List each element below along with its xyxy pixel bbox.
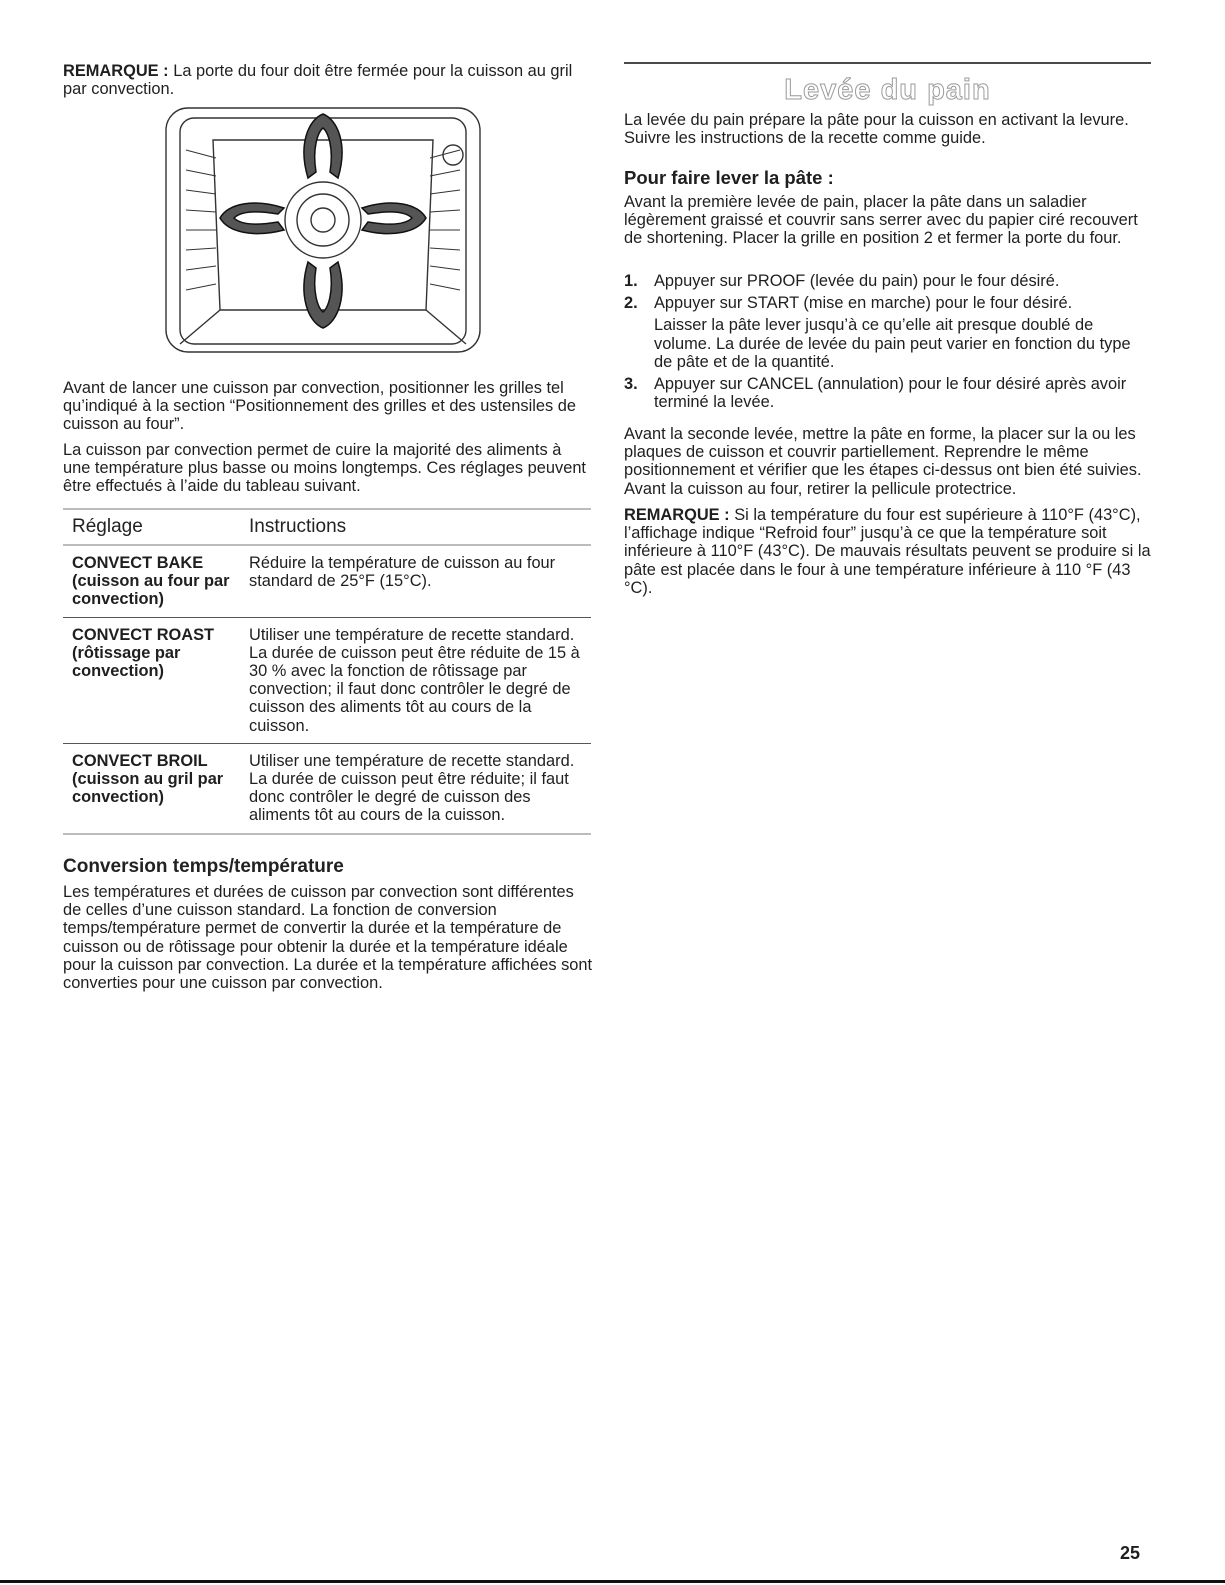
table-row	[63, 743, 591, 833]
note-text: Si la température du four est supérieure à 110°F (43°C), l’affichage indique “Refroid four” jusqu’à ce que la température soit inférieure à 110°F (43°C). De mauvais résultats peuvent se produire si la pâte est placée dans le four à une température inférieure à 110 °F (43 °C).	[624, 506, 1151, 597]
list-item	[624, 375, 1151, 411]
positioning-paragraph: Avant de lancer une cuisson par convection, positionner les grilles tel qu’indiqué à la section “Positionnement des grilles et des ustensiles de cuisson au four”.	[63, 379, 576, 434]
section-title: Levée du pain	[784, 74, 991, 106]
second-rise-paragraph: Avant la seconde levée, mettre la pâte en forme, la placer sur la ou les plaques de cuisson et couvrir partiellement. Reprendre le même positionnement et vérifier que les étapes ci-dessus ont bien été suivies. Avant la cuisson au four, retirer la pellicule protectrice.	[624, 425, 1142, 498]
setting-cell: CONVECT BAKE (cuisson au four par convection)	[63, 545, 240, 617]
setting-cell: CONVECT ROAST (rôtissage par convection)	[63, 617, 240, 743]
convection-paragraph: La cuisson par convection permet de cuire la majorité des aliments à une température plus basse ou moins longtemps. Ces réglages peuvent être effectués à l’aide du tableau suivant.	[63, 441, 586, 496]
conversion-heading: Conversion temps/température	[63, 856, 344, 877]
note-label: REMARQUE :	[63, 62, 169, 80]
step-number: 3.	[624, 375, 638, 394]
instructions-cell: Réduire la température de cuisson au four standard de 25°F (15°C).	[240, 545, 591, 617]
step-text: Appuyer sur START (mise en marche) pour le four désiré.	[654, 294, 1073, 313]
prep-paragraph: Avant la première levée de pain, placer la pâte dans un saladier légèrement graissé et couvrir sans serrer avec du papier ciré recouvert de shortening. Placer la grille en position 2 et fermer la porte du four.	[624, 193, 1138, 248]
instructions-cell: Utiliser une température de recette standard. La durée de cuisson peut être réduite; il faut donc contrôler le degré de cuisson des aliments tôt au cours de la cuisson.	[240, 743, 591, 833]
proof-subheading: Pour faire lever la pâte :	[624, 167, 834, 188]
table-row	[63, 545, 591, 617]
page-number: 25	[1120, 1543, 1141, 1563]
note-temperature	[624, 506, 1154, 597]
bottom-rule	[0, 1580, 1225, 1583]
step-number: 1.	[624, 272, 638, 290]
step-text: Appuyer sur CANCEL (annulation) pour le four désiré après avoir terminé la levée.	[654, 375, 1127, 412]
table-row	[63, 617, 591, 743]
section-rule	[624, 62, 1151, 64]
setting-cell: CONVECT BROIL (cuisson au gril par convection)	[63, 743, 240, 833]
oven-convection-diagram	[158, 100, 488, 358]
list-item	[624, 272, 1151, 290]
note-text: La porte du four doit être fermée pour la cuisson au gril par convection.	[63, 62, 573, 99]
instructions-cell: Utiliser une température de recette standard. La durée de cuisson peut être réduite de 15 à 30 % avec la fonction de rôtissage par convection; il faut donc contrôler le degré de cuisson des aliments tôt au cours de la cuisson.	[240, 617, 591, 743]
step2-note: Laisser la pâte lever jusqu’à ce qu’elle ait presque doublé de volume. La durée de levée du pain peut varier en fonction du type de pâte et de la quantité.	[654, 316, 1131, 371]
header-setting: Réglage	[63, 509, 240, 545]
intro-paragraph: La levée du pain prépare la pâte pour la cuisson en activant la levure. Suivre les instructions de la recette comme guide.	[624, 111, 1129, 148]
table-header	[63, 509, 591, 545]
list-item	[624, 294, 1151, 312]
step-text: Appuyer sur PROOF (levée du pain) pour le four désiré.	[654, 272, 1060, 290]
header-instructions: Instructions	[240, 509, 591, 545]
conversion-paragraph: Les températures et durées de cuisson par convection sont différentes de celles d’une cuisson standard. La fonction de conversion temps/température permet de convertir la durée et la température de cuisson ou de rôtissage pour obtenir la durée et la température idéale pour la cuisson par convection. La durée et la température affichées sont converties pour une cuisson par convection.	[63, 883, 593, 993]
step-number: 2.	[624, 294, 638, 313]
steps-list	[624, 272, 1151, 415]
settings-table	[63, 508, 591, 835]
note-convect-broil	[63, 62, 593, 98]
note-label: REMARQUE :	[624, 506, 730, 524]
